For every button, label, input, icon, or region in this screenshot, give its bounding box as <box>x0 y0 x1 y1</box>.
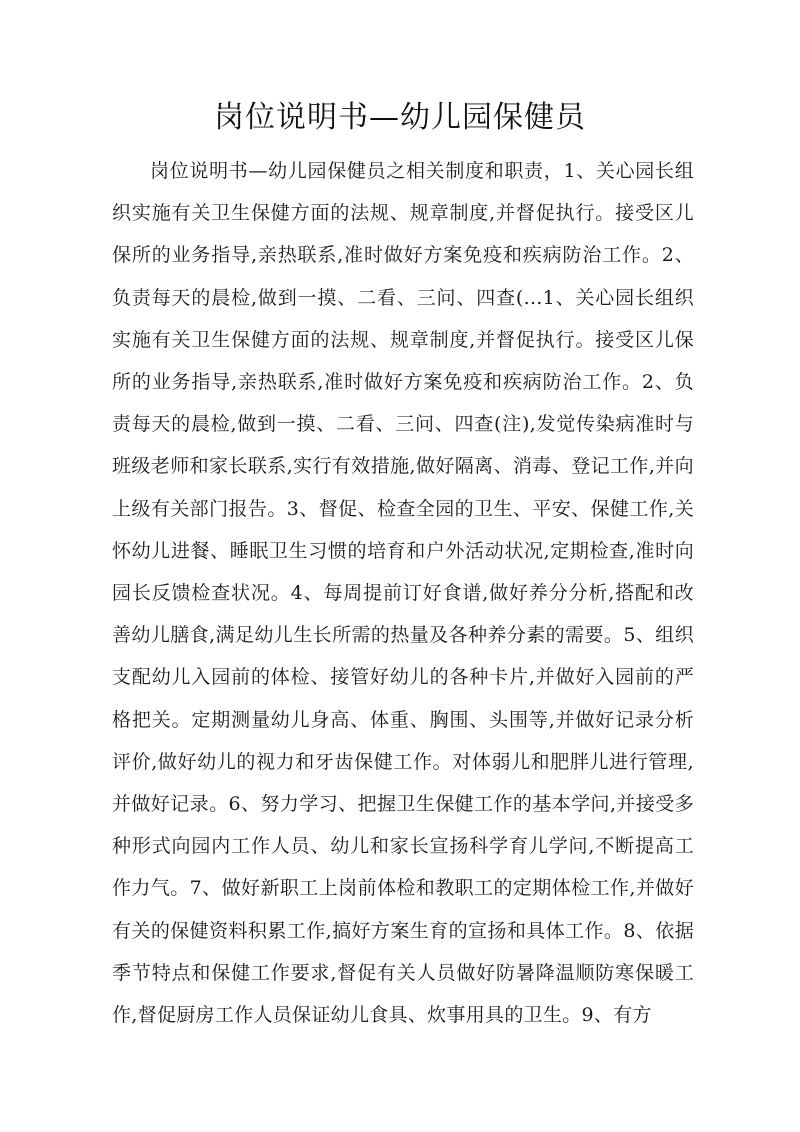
document-title: 岗位说明书—幼儿园保健员 <box>214 100 586 135</box>
document-body-paragraph: 岗位说明书—幼儿园保健员之相关制度和职责，1、关心园长组织实施有关卫生保健方面的法规、规章制度,并督促执行。接受区儿保所的业务指导,亲热联系,准时做好方案免疫和疾病防治工作。2、负责每天的晨检,做到一摸、二看、三问、四查(...1、关心园长组织实施有关卫生保健方面的法规、规章制度,并督促执行。接受区儿保所的业务指导,亲热联系,准时做好方案免疫和疾病防治工作。2、负责每天的晨检,做到一摸、二看、三问、四查(注),发觉传染病准时与班级老师和家长联系,实行有效措施,做好隔离、消毒、登记工作,并向上级有关部门报告。3、督促、检查全园的卫生、平安、保健工作,关怀幼儿进餐、睡眠卫生习惯的培育和户外活动状况,定期检查,准时向园长反馈检查状况。4、每周提前订好食谱,做好养分分析,搭配和改善幼儿膳食,满足幼儿生长所需的热量及各种养分素的需要。5、组织支配幼儿入园前的体检、接管好幼儿的各种卡片,并做好入园前的严格把关。定期测量幼儿身高、体重、胸围、头围等,并做好记录分析评价,做好幼儿的视力和牙齿保健工作。对体弱儿和肥胖儿进行管理,并做好记录。6、努力学习、把握卫生保健工作的基本学问,并接受多种形式向园内工作人员、幼儿和家长宣扬科学育儿学问,不断提高工作力气。7、做好新职工上岗前体检和教职工的定期体检工作,并做好有关的保健资料积累工作,搞好方案生育的宣扬和具体工作。8、依据季节特点和保健工作要求,督促有关人员做好防暑降温顺防寒保暖工作,督促厨房工作人员保证幼儿食具、炊事用具的卫生。9、有方 <box>112 160 694 1027</box>
